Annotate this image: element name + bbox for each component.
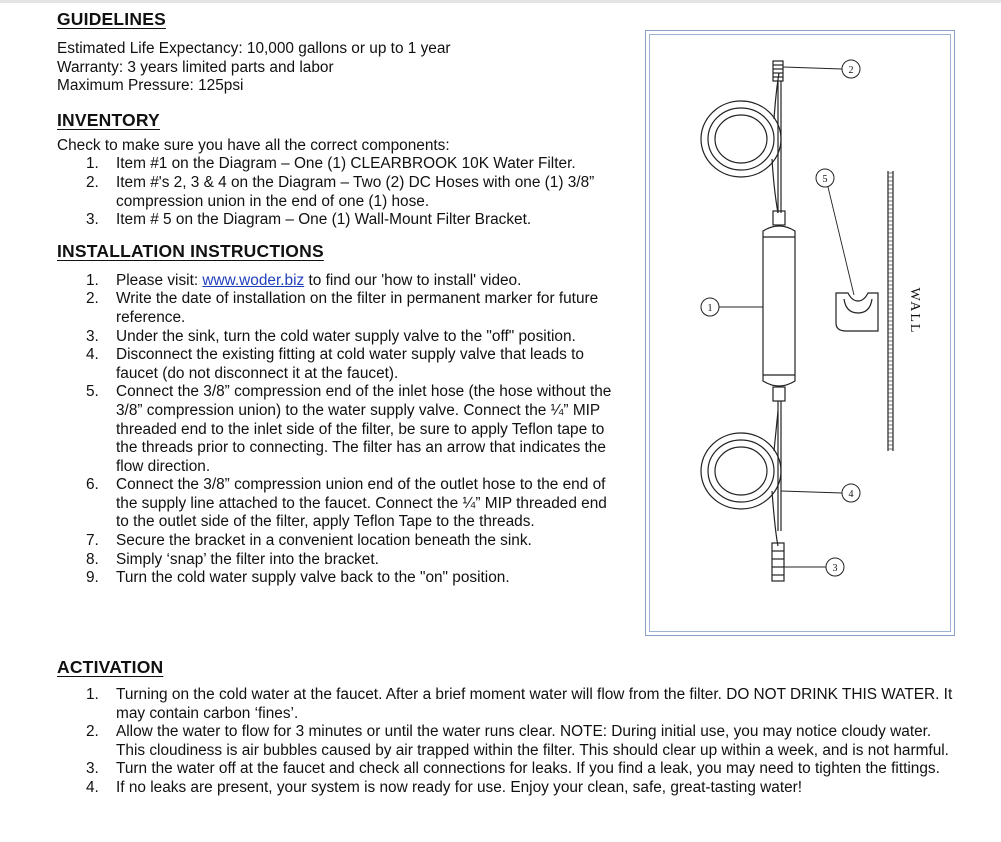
list-item-text: Turn the water off at the faucet and check all connections for leaks. If you find a leak, you may need to tighten the fittings.: [116, 760, 940, 778]
list-item: [57, 779, 957, 798]
list-number: 2.: [86, 290, 99, 308]
list-item-text: Connect the 3/8” compression end of the inlet hose (the hose without the 3/8” compression union) to the water supply valve. Connect the ¼” MIP threaded end to the inlet side of the filter, be sure to apply Teflon tape to the threads prior to connecting. The filter has an arrow that indicates the flow direction.: [116, 383, 612, 475]
list-item: [57, 723, 957, 760]
list-number: 3.: [86, 327, 99, 345]
list-item: [57, 760, 957, 779]
callout-1-label: 1: [707, 303, 713, 314]
activation-heading: ACTIVATION: [57, 657, 164, 677]
inventory-heading: INVENTORY: [57, 109, 160, 130]
lower-fitting-icon: [772, 543, 784, 581]
guidelines-heading: GUIDELINES: [57, 9, 166, 29]
list-item-text: Turning on the cold water at the faucet. After a brief moment water will flow from the filter. DO NOT DRINK THIS WATER. It may contain carbon ‘fines’.: [116, 686, 953, 722]
list-number: 3.: [86, 760, 99, 778]
list-item: [57, 551, 619, 570]
filter-installation-diagram: [645, 30, 955, 636]
callout-leaders: [718, 67, 854, 567]
activation-list: [57, 686, 957, 798]
list-number: 3.: [86, 211, 99, 229]
guidelines-block: [57, 40, 637, 96]
guideline-max-pressure: Maximum Pressure: 125psi: [57, 77, 244, 95]
list-item: [57, 346, 619, 383]
list-number: 4.: [86, 346, 99, 364]
list-number: 7.: [86, 532, 99, 550]
lower-hose-coil-icon: [701, 411, 781, 546]
list-item-text: Item #'s 2, 3 & 4 on the Diagram – Two (2) DC Hoses with one (1) 3/8” compression union in the end of one (1) hose.: [116, 173, 595, 210]
list-item-text: Under the sink, turn the cold water supply valve to the "off" position.: [116, 327, 576, 345]
page-top-rule: [0, 0, 1001, 3]
list-item-text: Secure the bracket in a convenient location beneath the sink.: [116, 532, 532, 550]
list-item: [57, 569, 619, 588]
wall-bracket-icon: [836, 293, 878, 331]
list-item: [57, 211, 637, 230]
list-number: 1.: [86, 155, 99, 173]
list-item-text: Allow the water to flow for 3 minutes or until the water runs clear. NOTE: During initial use, you may notice cloudy water. This cloudiness is air bubbles caused by air trapped within the filter. This should clear up within a week, and is not harmful.: [116, 723, 949, 759]
list-item: [57, 328, 619, 347]
list-item-text: Please visit:: [116, 271, 203, 289]
list-item: [57, 272, 619, 291]
left-text-column: [57, 8, 637, 588]
callout-3-label: 3: [832, 563, 838, 574]
list-item-text: Disconnect the existing fitting at cold water supply valve that leads to faucet (do not disconnect it at the faucet).: [116, 346, 584, 382]
list-item-text: Simply ‘snap’ the filter into the bracket.: [116, 550, 379, 568]
callout-2-label: 2: [848, 65, 854, 76]
list-item: [57, 383, 619, 476]
woder-website-link[interactable]: www.woder.biz: [202, 271, 305, 289]
list-number: 2.: [86, 173, 99, 191]
list-item-text: Turn the cold water supply valve back to the "on" position.: [116, 569, 510, 587]
list-number: 6.: [86, 476, 99, 494]
list-item-text: Item # 5 on the Diagram – One (1) Wall-Mount Filter Bracket.: [116, 211, 532, 229]
list-number: 5.: [86, 383, 99, 401]
list-number: 1.: [86, 686, 99, 703]
list-item-text: Item #1 on the Diagram – One (1) CLEARBROOK 10K Water Filter.: [116, 155, 576, 173]
wall-label: WALL: [907, 287, 922, 335]
inventory-list: [57, 155, 637, 229]
installation-heading: INSTALLATION INSTRUCTIONS: [57, 240, 324, 261]
list-number: 8.: [86, 550, 99, 568]
list-item-text: to find our 'how to install' video.: [304, 271, 522, 289]
guideline-life-expectancy: Estimated Life Expectancy: 10,000 gallons or up to 1 year: [57, 40, 451, 57]
activation-section: [57, 656, 957, 798]
list-item-text: Write the date of installation on the filter in permanent marker for future reference.: [116, 290, 599, 326]
list-item: [57, 174, 637, 211]
list-number: 1.: [86, 271, 99, 289]
guideline-warranty: Warranty: 3 years limited parts and labor: [57, 58, 334, 76]
upper-hose-coil-icon: [701, 73, 781, 213]
list-number: 4.: [86, 778, 99, 796]
inventory-intro: Check to make sure you have all the correct components:: [57, 136, 450, 154]
callout-5-label: 5: [822, 174, 828, 185]
installation-list: [57, 272, 637, 588]
list-item: [57, 686, 957, 723]
callout-4-label: 4: [848, 489, 854, 500]
diagram-drawing: [646, 31, 954, 635]
wall-hatch-lines: [888, 173, 893, 449]
list-item-text: If no leaks are present, your system is now ready for use. Enjoy your clean, safe, great-tasting water!: [116, 778, 803, 796]
list-item: [57, 155, 637, 174]
list-item-text: Connect the 3/8” compression union end of the outlet hose to the end of the supply line attached to the faucet. Connect the ¼” MIP threaded end to the outlet side of the filter, apply Teflon Tape to the threads.: [116, 476, 607, 531]
list-number: 9.: [86, 569, 99, 587]
list-item: [57, 290, 619, 327]
list-item: [57, 476, 619, 532]
list-item: [57, 532, 619, 551]
list-number: 2.: [86, 723, 99, 741]
